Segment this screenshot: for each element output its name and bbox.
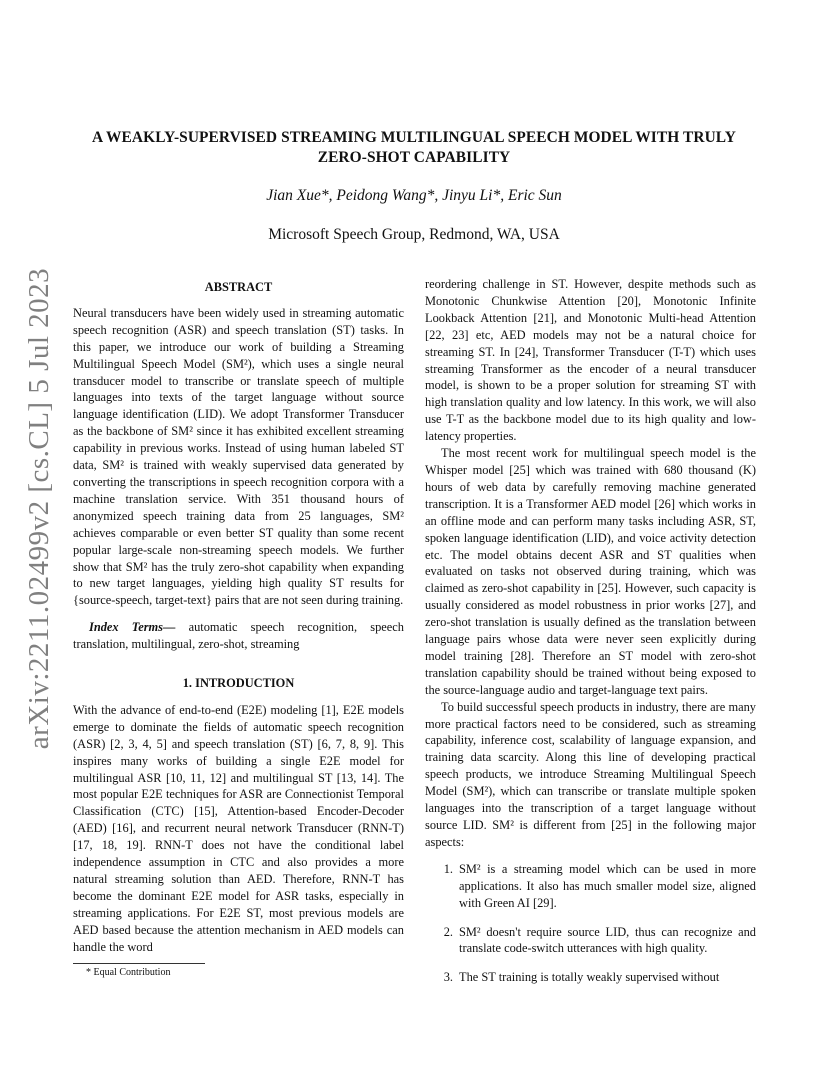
- arxiv-stamp-text: arXiv:2211.02499v2 [cs.CL] 5 Jul 2023: [23, 267, 56, 749]
- list-item-number: 1.: [443, 861, 453, 876]
- authors: Jian Xue*, Peidong Wang*, Jinyu Li*, Eric Sun: [266, 187, 562, 204]
- index-terms-label: Index Terms—: [89, 620, 176, 635]
- list-item: [425, 924, 756, 958]
- right-column: [425, 276, 756, 998]
- index-terms: [73, 619, 404, 653]
- affiliation: Microsoft Speech Group, Redmond, WA, USA: [268, 226, 560, 243]
- arxiv-stamp: [20, 267, 60, 749]
- list-item: [425, 861, 756, 912]
- abstract-text: Neural transducers have been widely used in streaming automatic speech recognition (ASR) and speech translation (ST) tasks. In this paper, we introduce our work of building a Streaming Multilingual Speech Model (SM²), which uses a single neural transducer model to transcribe or translate speech of multiple languages into texts of the target language without source language identification (LID). We adopt Transformer Transducer as the backbone of SM² since it has exhibited excellent streaming capability in previous works. Instead of using human labeled ST data, SM² is trained with weakly supervised data generated by converting the transcriptions in speech recognition corpora with a machine translation service. With 351 thousand hours of anonymized speech training data from 25 languages, SM² achieves comparable or even better ST quality than some recent popular large-scale non-streaming speech models. We further show that SM² has the truly zero-shot capability when expanding to new target languages, yielding high quality ST results for {source-speech, target-text} pairs that are not seen during training.: [73, 305, 404, 608]
- footnote-rule: [73, 963, 205, 964]
- title-line-2: ZERO-SHOT CAPABILITY: [317, 149, 511, 166]
- footnote: * Equal Contribution: [86, 967, 171, 978]
- list-item: [425, 969, 756, 986]
- aspects-list: [425, 861, 756, 986]
- left-column: [73, 279, 404, 956]
- right-paragraph-3: To build successful speech products in industry, there are many more practical factors need to be considered, such as streaming capability, inference cost, scalability of language expansion, and training data scarcity. Along this line of developing practical speech products, we introduce Streaming Multilingual Speech Model (SM²), which can transcribe or translate multiple spoken languages into the transcription of a target language without source LID. SM² is different from [25] in the following major aspects:: [425, 699, 756, 849]
- list-item-text: The ST training is totally weakly supervised without: [459, 970, 720, 985]
- intro-paragraph-1: With the advance of end-to-end (E2E) modeling [1], E2E models emerge to dominate the fields of automatic speech recognition (ASR) [2, 3, 4, 5] and speech translation (ST) [6, 7, 8, 9]. This inspires many works of building a single E2E model for multilingual ASR [10, 11, 12] and multilingual ST [13, 14]. The most popular E2E techniques for ASR are Connectionist Temporal Classification (CTC) [15], Attention-based Encoder-Decoder (AED) [16], and recurrent neural network Transducer (RNN-T) [17, 18, 19]. RNN-T does not have the conditional label independence assumption in CTC and also provides a more natural streaming solution than AED. Therefore, RNN-T has become the dominant E2E model for ASR tasks, especially in streaming applications. For E2E ST, most previous models are AED based because the attention mechanism in AED models can handle the word: [73, 702, 404, 954]
- introduction-heading: 1. INTRODUCTION: [182, 676, 295, 691]
- title-line-1: A WEAKLY-SUPERVISED STREAMING MULTILINGUAL SPEECH MODEL WITH TRULY: [92, 129, 736, 146]
- right-paragraph-2: The most recent work for multilingual speech model is the Whisper model [25] which was trained with 680 thousand (K) hours of web data by carefully removing machine generated transcription. It is a Transformer AED model [26] which works in an offline mode and can perform many tasks including ASR, ST, spoken language identification (LID), and voice activity detection etc. The model obtains decent ASR and ST qualities when evaluated on tasks not observed during training, which was claimed as zero-shot capability in [25]. However, such capacity is usually considered as model robustness in prior works [27], and zero-shot translation is usually defined as the translation between language pairs whose data were never seen explicitly during model training [28]. Therefore an ST model with zero-shot translation capability should be trained without being exposed to the source-language audio and target-language text pairs.: [425, 446, 756, 697]
- list-item-number: 2.: [443, 924, 453, 939]
- list-item-text: SM² doesn't require source LID, thus can recognize and translate code-switch utterances with high quality.: [459, 924, 756, 956]
- list-item-text: SM² is a streaming model which can be used in more applications. It also has much smaller model size, aligned with Green AI [29].: [459, 861, 756, 910]
- paper-title: [60, 128, 768, 168]
- index-terms-text: automatic speech recognition, speech translation, multilingual, zero-shot, streaming: [73, 620, 404, 652]
- abstract-heading: ABSTRACT: [204, 280, 273, 294]
- right-paragraph-1: reordering challenge in ST. However, despite methods such as Monotonic Chunkwise Attention [20], Monotonic Infinite Lookback Attention [21], and Monotonic Multi-head Attention [22, 23] etc, AED models may not be a natural choice for streaming ST. In [24], Transformer Transducer (T-T) which uses streaming Transformer as the encoder of a neural transducer model, is shown to be a proper solution for streaming ST with high translation quality and low latency. In this work, we will also use T-T as the backbone model due to its high quality and low-latency properties.: [425, 277, 756, 444]
- list-item-number: 3.: [443, 970, 453, 985]
